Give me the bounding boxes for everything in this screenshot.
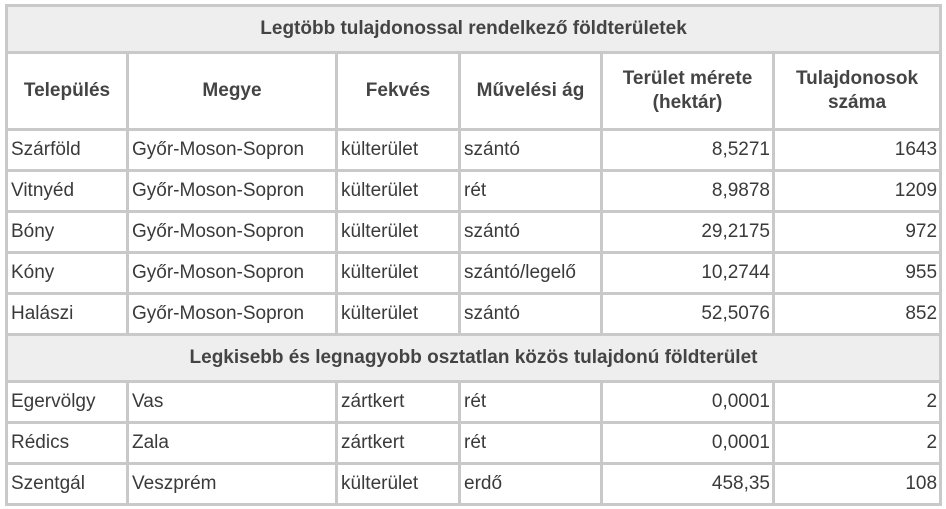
table-row xyxy=(7,130,941,171)
section-title-smallest-largest: Legkisebb és legnagyobb osztatlan közös tulajdonú földterület xyxy=(7,335,941,382)
cell-cultivation: rét xyxy=(460,382,602,423)
cell-cultivation: rét xyxy=(460,171,602,212)
cell-county: Vas xyxy=(128,382,337,423)
header-row xyxy=(7,53,941,130)
cell-area: 0,0001 xyxy=(602,423,774,464)
land-ownership-table xyxy=(5,4,942,506)
cell-area: 8,9878 xyxy=(602,171,774,212)
cell-location: külterület xyxy=(337,294,460,335)
cell-location: zártkert xyxy=(337,382,460,423)
cell-owners: 108 xyxy=(774,464,941,505)
cell-cultivation: erdő xyxy=(460,464,602,505)
cell-area: 29,2175 xyxy=(602,212,774,253)
cell-location: zártkert xyxy=(337,423,460,464)
cell-county: Veszprém xyxy=(128,464,337,505)
section-title-row xyxy=(7,6,941,53)
cell-county: Zala xyxy=(128,423,337,464)
cell-owners: 1643 xyxy=(774,130,941,171)
cell-settlement: Szárföld xyxy=(7,130,128,171)
cell-owners: 852 xyxy=(774,294,941,335)
cell-owners: 972 xyxy=(774,212,941,253)
cell-settlement: Egervölgy xyxy=(7,382,128,423)
cell-settlement: Rédics xyxy=(7,423,128,464)
cell-cultivation: rét xyxy=(460,423,602,464)
table-row xyxy=(7,212,941,253)
cell-location: külterület xyxy=(337,130,460,171)
cell-settlement: Bóny xyxy=(7,212,128,253)
section-title-most-owners: Legtöbb tulajdonossal rendelkező földterületek xyxy=(7,6,941,53)
cell-county: Győr-Moson-Sopron xyxy=(128,294,337,335)
header-settlement: Település xyxy=(7,53,128,130)
cell-settlement: Vitnyéd xyxy=(7,171,128,212)
cell-location: külterület xyxy=(337,253,460,294)
header-area: Terület mérete (hektár) xyxy=(602,53,774,130)
cell-cultivation: szántó xyxy=(460,212,602,253)
cell-settlement: Halászi xyxy=(7,294,128,335)
cell-county: Győr-Moson-Sopron xyxy=(128,253,337,294)
cell-area: 52,5076 xyxy=(602,294,774,335)
header-location: Fekvés xyxy=(337,53,460,130)
table-row xyxy=(7,464,941,505)
header-county: Megye xyxy=(128,53,337,130)
table-row xyxy=(7,171,941,212)
cell-county: Győr-Moson-Sopron xyxy=(128,130,337,171)
table-row xyxy=(7,382,941,423)
header-cultivation: Művelési ág xyxy=(460,53,602,130)
table-row xyxy=(7,294,941,335)
header-owners: Tulajdonosok száma xyxy=(774,53,941,130)
cell-cultivation: szántó xyxy=(460,130,602,171)
cell-location: külterület xyxy=(337,464,460,505)
cell-owners: 1209 xyxy=(774,171,941,212)
section-title-row xyxy=(7,335,941,382)
cell-area: 0,0001 xyxy=(602,382,774,423)
cell-owners: 2 xyxy=(774,423,941,464)
cell-location: külterület xyxy=(337,171,460,212)
cell-county: Győr-Moson-Sopron xyxy=(128,171,337,212)
cell-settlement: Szentgál xyxy=(7,464,128,505)
cell-county: Győr-Moson-Sopron xyxy=(128,212,337,253)
cell-owners: 2 xyxy=(774,382,941,423)
cell-cultivation: szántó xyxy=(460,294,602,335)
cell-area: 458,35 xyxy=(602,464,774,505)
cell-location: külterület xyxy=(337,212,460,253)
cell-area: 8,5271 xyxy=(602,130,774,171)
cell-area: 10,2744 xyxy=(602,253,774,294)
cell-settlement: Kóny xyxy=(7,253,128,294)
cell-owners: 955 xyxy=(774,253,941,294)
table-row xyxy=(7,253,941,294)
cell-cultivation: szántó/legelő xyxy=(460,253,602,294)
table-row xyxy=(7,423,941,464)
